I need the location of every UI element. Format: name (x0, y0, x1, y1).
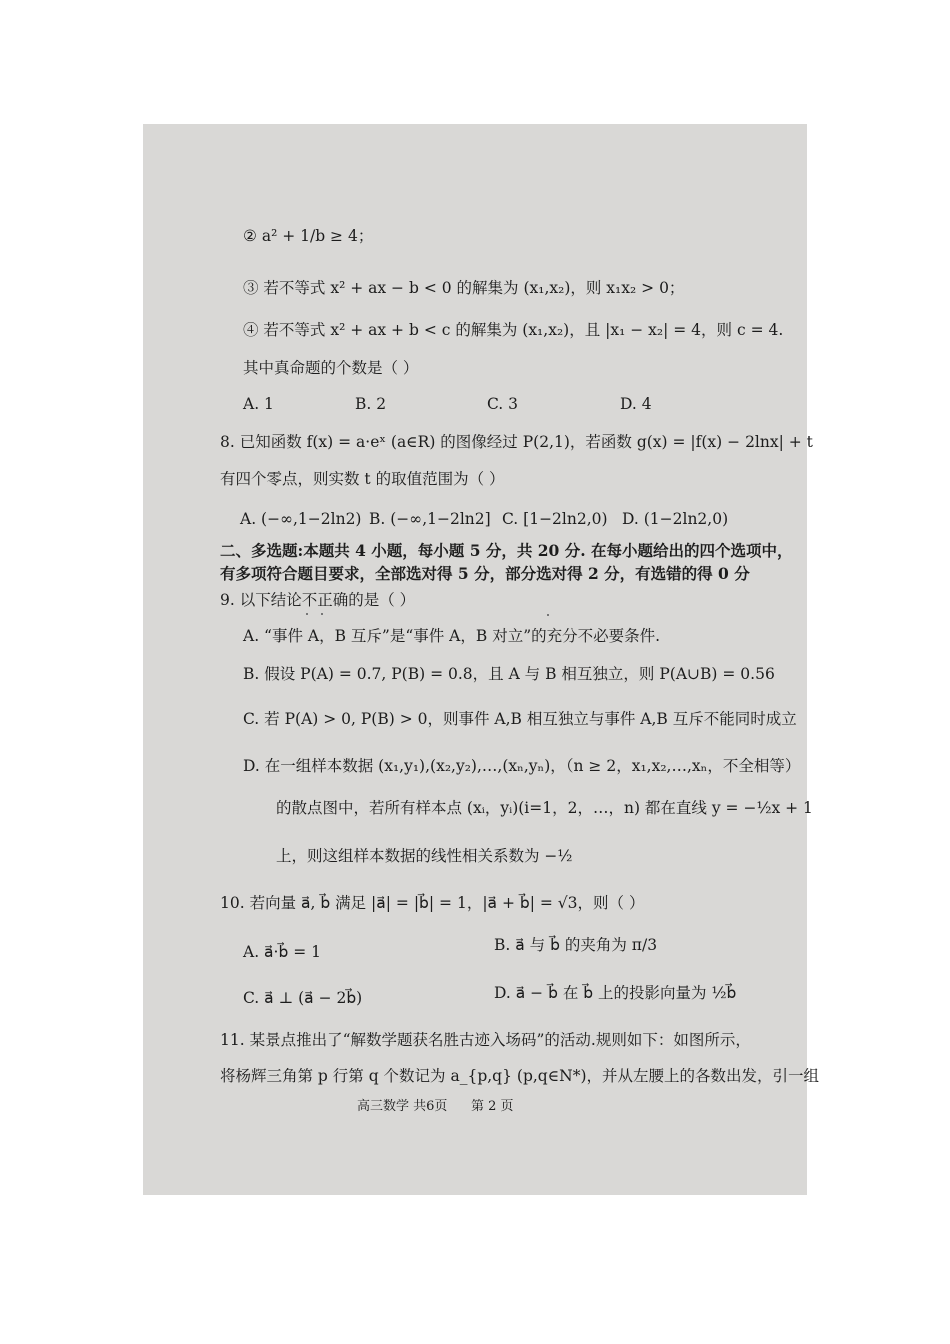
q10-stem: 10. 若向量 a⃗, b⃗ 满足 |a⃗| = |b⃗| = 1，|a⃗ + b⃗| = √3，则（ ） (220, 894, 645, 912)
emphasis-dot (321, 613, 323, 615)
statement-3: ③ 若不等式 x² + ax − b < 0 的解集为 (x₁,x₂)，则 x₁x₂ > 0； (243, 279, 685, 297)
q8-option-b: B. (−∞,1−2ln2] (369, 510, 491, 528)
q7-option-d: D. 4 (620, 395, 652, 413)
q7-option-b: B. 2 (355, 395, 387, 413)
q9-option-d-line1: D. 在一组样本数据 (x₁,y₁),(x₂,y₂),…,(xₙ,yₙ)，（n ≥ 2，x₁,x₂,…,xₙ，不全相等） (243, 757, 801, 775)
q9-option-c: C. 若 P(A) > 0, P(B) > 0，则事件 A,B 相互独立与事件 A,B 互斥不能同时成立 (243, 710, 797, 728)
q7-option-c: C. 3 (487, 395, 519, 413)
statement-2: ② a² + 1/b ≥ 4； (243, 227, 374, 245)
section2-heading-line2: 有多项符合题目要求，全部选对得 5 分，部分选对得 2 分，有选错的得 0 分 (220, 564, 750, 583)
emphasis-dot (547, 614, 549, 616)
q10-option-a: A. a⃗·b⃗ = 1 (243, 943, 322, 961)
q9-option-d-line2: 的散点图中，若所有样本点 (xᵢ，yᵢ)(i=1，2，…，n) 都在直线 y = −½x + 1 (276, 799, 813, 817)
q11-stem-line2: 将杨辉三角第 p 行第 q 个数记为 a_{p,q} (p,q∈N*)，并从左腰上的各数出发，引一组 (220, 1067, 820, 1085)
footer-page-number: 第 2 页 (471, 1099, 514, 1114)
q10-option-d: D. a⃗ − b⃗ 在 b⃗ 上的投影向量为 ½b⃗ (494, 984, 737, 1002)
q9-option-a: A. “事件 A，B 互斥”是“事件 A，B 对立”的充分不必要条件. (243, 627, 661, 645)
statement-4: ④ 若不等式 x² + ax + b < c 的解集为 (x₁,x₂)，且 |x₁ − x₂| = 4，则 c = 4. (243, 321, 784, 339)
section2-heading-line1: 二、多选题:本题共 4 小题，每小题 5 分，共 20 分. 在每小题给出的四个选项中， (220, 541, 793, 560)
q8-option-d: D. (1−2ln2,0) (622, 510, 729, 528)
q7-question: 其中真命题的个数是（ ） (243, 359, 419, 377)
q8-stem-line2: 有四个零点，则实数 t 的取值范围为（ ） (220, 470, 505, 488)
q9-option-b: B. 假设 P(A) = 0.7, P(B) = 0.8，且 A 与 B 相互独立，则 P(A∪B) = 0.56 (243, 665, 775, 683)
q8-option-a: A. (−∞,1−2ln2) (240, 510, 362, 528)
q8-stem-line1: 8. 已知函数 f(x) = a·eˣ (a∈R) 的图像经过 P(2,1)，若函数 g(x) = |f(x) − 2lnx| + t (220, 433, 813, 451)
q10-option-b: B. a⃗ 与 b⃗ 的夹角为 π/3 (494, 936, 658, 954)
q10-option-c: C. a⃗ ⊥ (a⃗ − 2b⃗) (243, 989, 363, 1007)
q9-stem: 9. 以下结论不正确的是（ ） (220, 591, 416, 609)
footer-course: 高三数学 共6页 (357, 1099, 448, 1114)
q7-option-a: A. 1 (243, 395, 274, 413)
emphasis-dot (306, 613, 308, 615)
q11-stem-line1: 11. 某景点推出了“解数学题获名胜古迹入场码”的活动.规则如下：如图所示， (220, 1031, 751, 1049)
q8-option-c: C. [1−2ln2,0) (502, 510, 608, 528)
q9-option-d-line3: 上，则这组样本数据的线性相关系数为 −½ (276, 847, 573, 865)
